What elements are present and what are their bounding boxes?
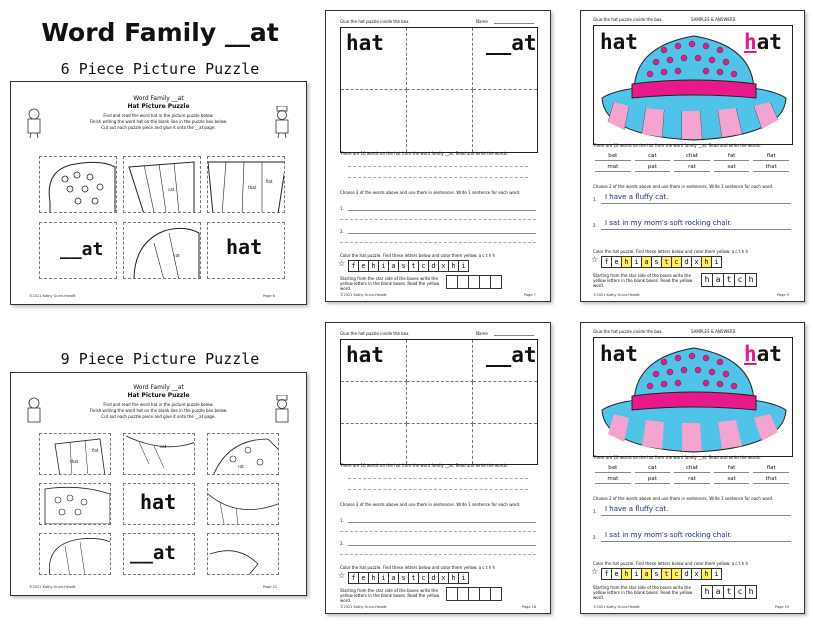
name-label: Name <box>476 19 488 24</box>
hat-word: hat <box>600 30 638 54</box>
start-instruction: Starting from the star side of the boxes write the yellow letters in the blank boxes. Read the yellow word. <box>593 585 693 600</box>
instr-sub: Hat Picture Puzzle <box>127 103 190 110</box>
sentence-line <box>340 531 536 532</box>
sentence-1: I have a fluffy cat. <box>605 193 669 201</box>
puzzle-piece <box>123 483 195 525</box>
sentence-num-1: 1. <box>340 206 344 211</box>
answer-page-bottom <box>580 322 805 614</box>
colored-puzzle <box>593 337 793 457</box>
puzzle-piece <box>39 483 111 525</box>
sentence-line <box>601 203 791 204</box>
sentence-num-1: 1. <box>340 518 344 523</box>
sentence-line <box>601 229 791 230</box>
hat-word: hat <box>600 342 638 366</box>
instr-sub: Hat Picture Puzzle <box>127 392 190 399</box>
question-1: There are 10 words on the hat from the word family __at. Read and write the words. <box>340 463 509 468</box>
instr-line-2: Finish writing the word hat on the blank line in the puzzle box below. <box>89 408 228 413</box>
letter-row: f e h i a s t c d x h i <box>601 256 721 268</box>
piece-word: that <box>248 185 257 190</box>
footer-copyright: ©2021 Kathy Gunn-Hewitt <box>593 605 640 609</box>
chef-boy-icon <box>271 395 293 427</box>
nine-piece-title: 9 Piece Picture Puzzle <box>60 350 260 368</box>
puzzle-piece <box>39 533 111 575</box>
question-2: Choose 2 of the words above and use them in sentences. Write 1 sentence for each word. <box>340 190 521 195</box>
page-number: Page 21 <box>263 585 278 589</box>
answer-page-top <box>580 10 805 302</box>
start-instruction: Starting from the star side of the boxes write the yellow letters in the blank boxes. Read the yellow word. <box>340 276 440 291</box>
worksheet-page-blank-top <box>325 10 551 302</box>
colored-puzzle <box>593 25 793 145</box>
instr-line-3: Cut out each puzzle piece and glue it onto the __at page. <box>101 414 216 419</box>
word-list: bat cat chat fat flat mat pat rat sat that <box>595 465 789 484</box>
instr-line-1: Find and read the word hat in the picture puzzle below. <box>103 402 214 407</box>
answer-line <box>348 478 528 479</box>
piece-word: rat <box>238 464 244 469</box>
page-number: Page 19 <box>775 605 790 609</box>
star-icon: ☆ <box>591 255 599 264</box>
puzzle-piece <box>39 222 117 279</box>
glue-instruction: Glue the hat puzzle inside the box. <box>593 17 663 22</box>
piece-word: cat <box>160 444 167 449</box>
name-label: Name <box>476 331 488 336</box>
instr-heading: Word Family __at <box>133 95 184 102</box>
puzzle-piece <box>207 433 279 475</box>
puzzle-piece <box>123 533 195 575</box>
puzzle-piece <box>123 433 195 475</box>
chef-girl-icon <box>23 395 45 427</box>
answer-boxes <box>446 587 501 601</box>
sentence-line <box>348 545 536 546</box>
glue-instruction: Glue the hat puzzle inside the box. <box>340 331 410 336</box>
piece-word: that <box>70 459 79 464</box>
glue-instruction: Glue the hat puzzle inside the box. <box>593 329 663 334</box>
question-3: Color the hat puzzle. Find these letters below and color them yellow: a c t h h <box>593 249 749 254</box>
sentence-num-2: 2. <box>340 229 344 234</box>
word-list: bat cat chat fat flat mat pat rat sat that <box>595 153 789 172</box>
glue-instruction: Glue the hat puzzle inside the box. <box>340 19 410 24</box>
letter-row: f e h i a s t c d x h i <box>348 572 468 584</box>
letter-row: f e h i a s t c d x h i <box>601 568 721 580</box>
piece-word: rat <box>174 253 180 258</box>
star-icon: ☆ <box>338 571 346 580</box>
sentence-line <box>340 242 536 243</box>
sentence-line <box>348 522 536 523</box>
question-2: Choose 2 of the words above and use them in sentences. Write 1 sentence for each word. <box>593 184 774 189</box>
footer-copyright: ©2021 Kathy Gunn-Hewitt <box>29 294 76 298</box>
question-1: There are 10 words on the hat from the word family __at. Read and write the words. <box>340 151 509 156</box>
star-icon: ☆ <box>338 259 346 268</box>
question-1: There are 10 words on the hat from the word family __at. Read and write the words. <box>593 143 762 148</box>
samples-label: SAMPLES & ANSWERS <box>691 329 736 334</box>
piece-word: flat <box>266 179 273 184</box>
puzzle-piece <box>39 433 111 475</box>
question-3: Color the hat puzzle. Find these letters below and color them yellow: a c t h h <box>340 565 496 570</box>
answer-boxes: h a t c h <box>701 585 756 599</box>
instruction-page-9 <box>10 372 307 596</box>
sentence-2: I sat in my mom's soft rocking chair. <box>605 531 732 539</box>
h-at-word: hat <box>744 342 782 366</box>
question-3: Color the hat puzzle. Find these letters below and color them yellow: a c t h h <box>593 561 749 566</box>
instr-line-2: Finish writing the word hat on the blank line in the puzzle box below. <box>89 119 228 124</box>
samples-label: SAMPLES & ANSWERS <box>691 17 736 22</box>
instr-line-3: Cut out each puzzle piece and glue it onto the __at page. <box>101 125 216 130</box>
letter-row: f e h i a s t c d x h i <box>348 260 468 272</box>
sentence-line <box>340 219 536 220</box>
main-title: Word Family __at <box>41 18 279 47</box>
hat-word: hat <box>346 343 384 367</box>
blank-at-word: __at <box>486 31 537 55</box>
sentence-num-1: 1. <box>593 509 597 514</box>
puzzle-piece <box>207 156 285 213</box>
page-number: Page 7 <box>524 293 536 297</box>
sentence-line <box>348 210 536 211</box>
sentence-num-2: 2. <box>593 535 597 540</box>
page-number: Page 9 <box>777 293 789 297</box>
question-3: Color the hat puzzle. Find these letters below and color them yellow: a c t h h <box>340 253 496 258</box>
instr-heading: Word Family __at <box>133 384 184 391</box>
sentence-line <box>601 541 791 542</box>
puzzle-piece <box>207 483 279 525</box>
footer-copyright: ©2021 Kathy Gunn-Hewitt <box>340 293 387 297</box>
sentence-line <box>348 233 536 234</box>
footer-copyright: ©2021 Kathy Gunn-Hewitt <box>593 293 640 297</box>
piece-blank-at: __at <box>130 542 176 564</box>
chef-girl-icon <box>23 106 45 138</box>
start-instruction: Starting from the star side of the boxes write the yellow letters in the blank boxes. Read the yellow word. <box>340 588 440 603</box>
star-icon: ☆ <box>591 567 599 576</box>
instruction-page-6 <box>10 81 307 305</box>
sentence-2: I sat in my mom's soft rocking chair. <box>605 219 732 227</box>
question-2: Choose 2 of the words above and use them in sentences. Write 1 sentence for each word. <box>340 502 521 507</box>
answer-line <box>348 166 528 167</box>
piece-blank-at: __at <box>60 239 104 260</box>
footer-copyright: ©2021 Kathy Gunn-Hewitt <box>340 605 387 609</box>
page-number: Page 18 <box>522 605 537 609</box>
sentence-num-2: 2. <box>340 541 344 546</box>
sentence-line <box>340 554 536 555</box>
start-instruction: Starting from the star side of the boxes write the yellow letters in the blank boxes. Read the yellow word. <box>593 273 693 288</box>
piece-hat: hat <box>140 490 177 514</box>
puzzle-piece <box>39 156 117 213</box>
worksheet-page-blank-bottom <box>325 322 551 614</box>
page-number: Page 6 <box>263 294 275 298</box>
piece-hat: hat <box>226 235 263 259</box>
hat-word: hat <box>346 31 384 55</box>
footer-copyright: ©2021 Kathy Gunn-Hewitt <box>29 585 76 589</box>
name-line <box>494 335 534 336</box>
question-2: Choose 2 of the words above and use them in sentences. Write 1 sentence for each word. <box>593 496 774 501</box>
answer-line <box>348 177 528 178</box>
sentence-num-2: 2. <box>593 223 597 228</box>
six-piece-title: 6 Piece Picture Puzzle <box>60 60 260 78</box>
chef-boy-icon <box>271 106 293 138</box>
piece-word: flat <box>92 448 99 453</box>
answer-boxes: h a t c h <box>701 273 756 287</box>
sentence-line <box>601 515 791 516</box>
puzzle-piece <box>123 222 201 279</box>
sentence-num-1: 1. <box>593 197 597 202</box>
answer-boxes <box>446 275 501 289</box>
instr-line-1: Find and read the word hat in the picture puzzle below. <box>103 113 214 118</box>
h-at-word: hat <box>744 30 782 54</box>
puzzle-piece <box>207 222 285 279</box>
blank-at-word: __at <box>486 343 537 367</box>
puzzle-piece <box>123 156 201 213</box>
question-1: There are 10 words on the hat from the word family __at. Read and write the words. <box>593 455 762 460</box>
puzzle-piece <box>207 533 279 575</box>
answer-line <box>348 489 528 490</box>
name-line <box>494 23 534 24</box>
sentence-1: I have a fluffy cat. <box>605 505 669 513</box>
piece-word: cat <box>168 187 175 192</box>
